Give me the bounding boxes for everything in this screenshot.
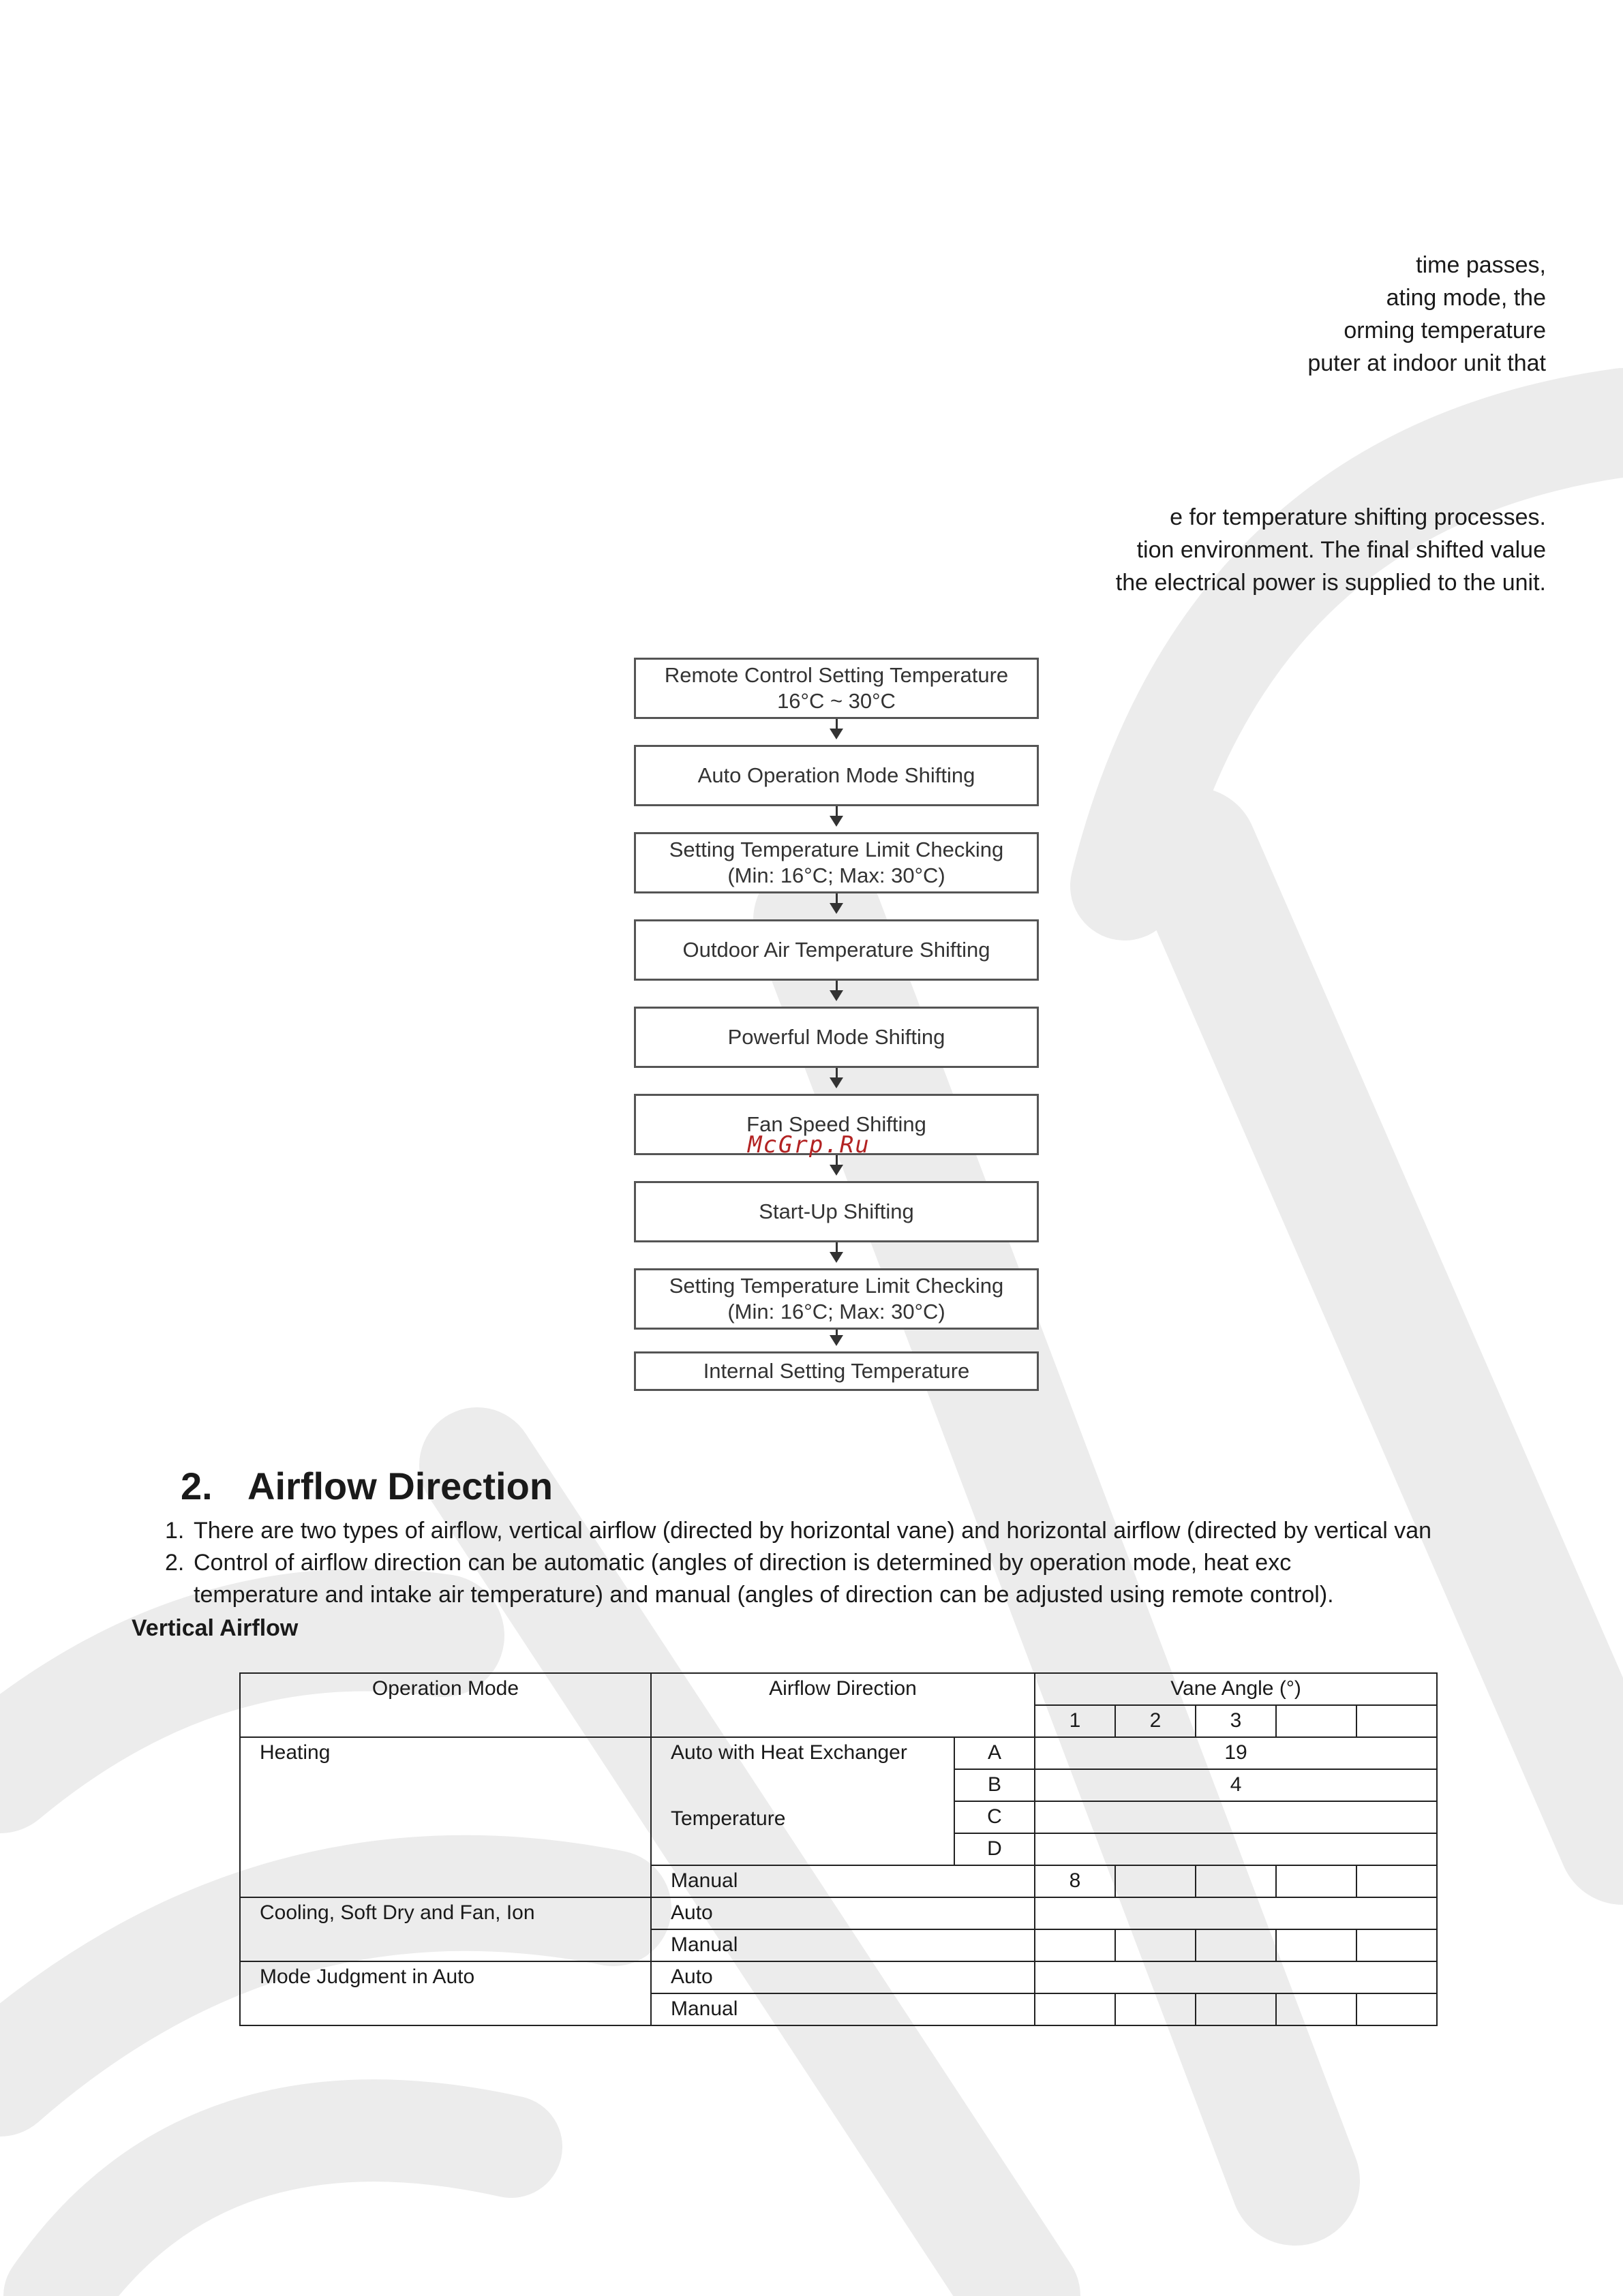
section-number: 2.	[181, 1465, 213, 1507]
sub-label: A	[954, 1737, 1035, 1769]
site-watermark-text: McGrp.Ru	[748, 1131, 870, 1159]
vane-angle-value: 19	[1035, 1737, 1437, 1769]
flow-arrowhead	[830, 903, 843, 914]
vane-angle-cell	[1356, 1865, 1437, 1897]
flow-step	[634, 1268, 1039, 1330]
list-item	[157, 1515, 1520, 1547]
flow-arrowhead	[830, 1252, 843, 1263]
list-text: There are two types of airflow, vertical airflow (directed by horizontal vane) and horizontal airflow (directed by vertical van	[194, 1518, 1432, 1544]
auto-heat-exchanger-label: Auto with Heat Exchanger	[671, 1741, 907, 1764]
flow-step-label: Auto Operation Mode Shifting	[697, 763, 975, 787]
mode-heating: Heating	[240, 1737, 651, 1897]
flow-step-sublabel: (Min: 16°C; Max: 30°C)	[727, 863, 945, 887]
flow-arrowhead	[830, 729, 843, 739]
list-number: 2.	[165, 1550, 185, 1576]
vane-angle-cell	[1035, 1897, 1437, 1929]
flow-arrowhead	[830, 990, 843, 1001]
flow-step-label: Powerful Mode Shifting	[727, 1025, 945, 1049]
section-heading	[181, 1464, 553, 1508]
vane-angle-cell: 8	[1035, 1865, 1115, 1897]
flow-step-sublabel: (Min: 16°C; Max: 30°C)	[727, 1300, 945, 1323]
fragment-text: ating mode, the	[1386, 285, 1546, 311]
flow-step	[634, 1351, 1039, 1391]
header-airflow-direction: Airflow Direction	[651, 1673, 1035, 1737]
angle-col-header: 2	[1115, 1705, 1196, 1737]
sub-label: C	[954, 1801, 1035, 1833]
flow-step	[634, 1181, 1039, 1242]
flow-step	[634, 1007, 1039, 1068]
auto-heat-exchanger-cell	[651, 1737, 954, 1865]
vertical-airflow-table	[239, 1672, 1438, 2026]
flow-step-label: Remote Control Setting Temperature	[664, 663, 1009, 687]
table-row	[240, 1737, 1437, 1769]
table-row	[240, 1961, 1437, 1993]
list-text: Control of airflow direction can be automatic (angles of direction is determined by operation mode, heat exc	[194, 1550, 1292, 1576]
vane-angle-value: 4	[1035, 1769, 1437, 1801]
flow-step-label: Setting Temperature Limit Checking	[669, 838, 1004, 861]
vane-angle-cell	[1196, 1865, 1276, 1897]
fragment-text: the electrical power is supplied to the unit.	[1115, 570, 1546, 596]
vane-angle-cell	[1115, 1993, 1196, 2025]
angle-col-header	[1276, 1705, 1356, 1737]
vane-angle-cell	[1356, 1929, 1437, 1961]
angle-col-header: 3	[1196, 1705, 1276, 1737]
vane-angle-cell	[1196, 1929, 1276, 1961]
list-text: temperature and intake air temperature) and manual (angles of direction can be adjusted using remote control).	[194, 1582, 1334, 1608]
manual-label: Manual	[651, 1929, 1035, 1961]
subheading: Vertical Airflow	[132, 1615, 299, 1641]
flow-arrowhead	[830, 1165, 843, 1176]
auto-label: Auto	[651, 1897, 1035, 1929]
flow-step-label: Start-Up Shifting	[759, 1199, 914, 1223]
table-row	[240, 1673, 1437, 1705]
flow-step-label: Internal Setting Temperature	[703, 1359, 970, 1383]
flow-arrowhead	[830, 816, 843, 827]
list-number: 1.	[165, 1518, 185, 1544]
flow-step	[634, 832, 1039, 893]
vane-angle-value	[1035, 1833, 1437, 1865]
vane-angle-cell	[1276, 1993, 1356, 2025]
flow-step	[634, 919, 1039, 981]
vane-angle-cell	[1115, 1929, 1196, 1961]
flow-arrowhead	[830, 1077, 843, 1088]
vane-angle-cell	[1276, 1865, 1356, 1897]
temperature-label: Temperature	[671, 1807, 786, 1830]
angle-col-header	[1356, 1705, 1437, 1737]
vane-angle-cell	[1035, 1993, 1115, 2025]
mode-cooling: Cooling, Soft Dry and Fan, Ion	[240, 1897, 651, 1961]
mode-judgment-auto: Mode Judgment in Auto	[240, 1961, 651, 2025]
header-operation-mode: Operation Mode	[240, 1673, 651, 1737]
fragment-text: orming temperature	[1344, 318, 1546, 343]
section-title: Airflow Direction	[247, 1465, 553, 1507]
fragment-text: puter at indoor unit that	[1307, 350, 1546, 376]
flow-step	[634, 745, 1039, 806]
vane-angle-cell	[1356, 1993, 1437, 2025]
sub-label: D	[954, 1833, 1035, 1865]
fragment-text: tion environment. The final shifted value	[1136, 537, 1546, 563]
list-item	[157, 1547, 1468, 1579]
header-vane-angle: Vane Angle (°)	[1035, 1673, 1437, 1705]
flow-step	[634, 658, 1039, 719]
vane-angle-cell	[1035, 1929, 1115, 1961]
angle-col-header: 1	[1035, 1705, 1115, 1737]
flow-step-label: Outdoor Air Temperature Shifting	[682, 938, 990, 962]
manual-label: Manual	[651, 1993, 1035, 2025]
list-item-continuation	[157, 1579, 1520, 1611]
fragment-text: e for temperature shifting processes.	[1170, 504, 1546, 530]
sub-label: B	[954, 1769, 1035, 1801]
vane-angle-cell	[1196, 1993, 1276, 2025]
flow-arrowhead	[830, 1335, 843, 1346]
vane-angle-cell	[1276, 1929, 1356, 1961]
flow-step-label: Fan Speed Shifting	[746, 1112, 926, 1136]
vane-angle-cell	[1115, 1865, 1196, 1897]
vane-angle-cell	[1035, 1961, 1437, 1993]
vane-angle-value	[1035, 1801, 1437, 1833]
airflow-list	[157, 1515, 1520, 1611]
table-row	[240, 1897, 1437, 1929]
flow-step-label: Setting Temperature Limit Checking	[669, 1274, 1004, 1298]
fragment-text: time passes,	[1416, 252, 1546, 278]
flow-step-sublabel: 16°C ~ 30°C	[777, 689, 896, 713]
auto-label: Auto	[651, 1961, 1035, 1993]
manual-label: Manual	[651, 1865, 1035, 1897]
